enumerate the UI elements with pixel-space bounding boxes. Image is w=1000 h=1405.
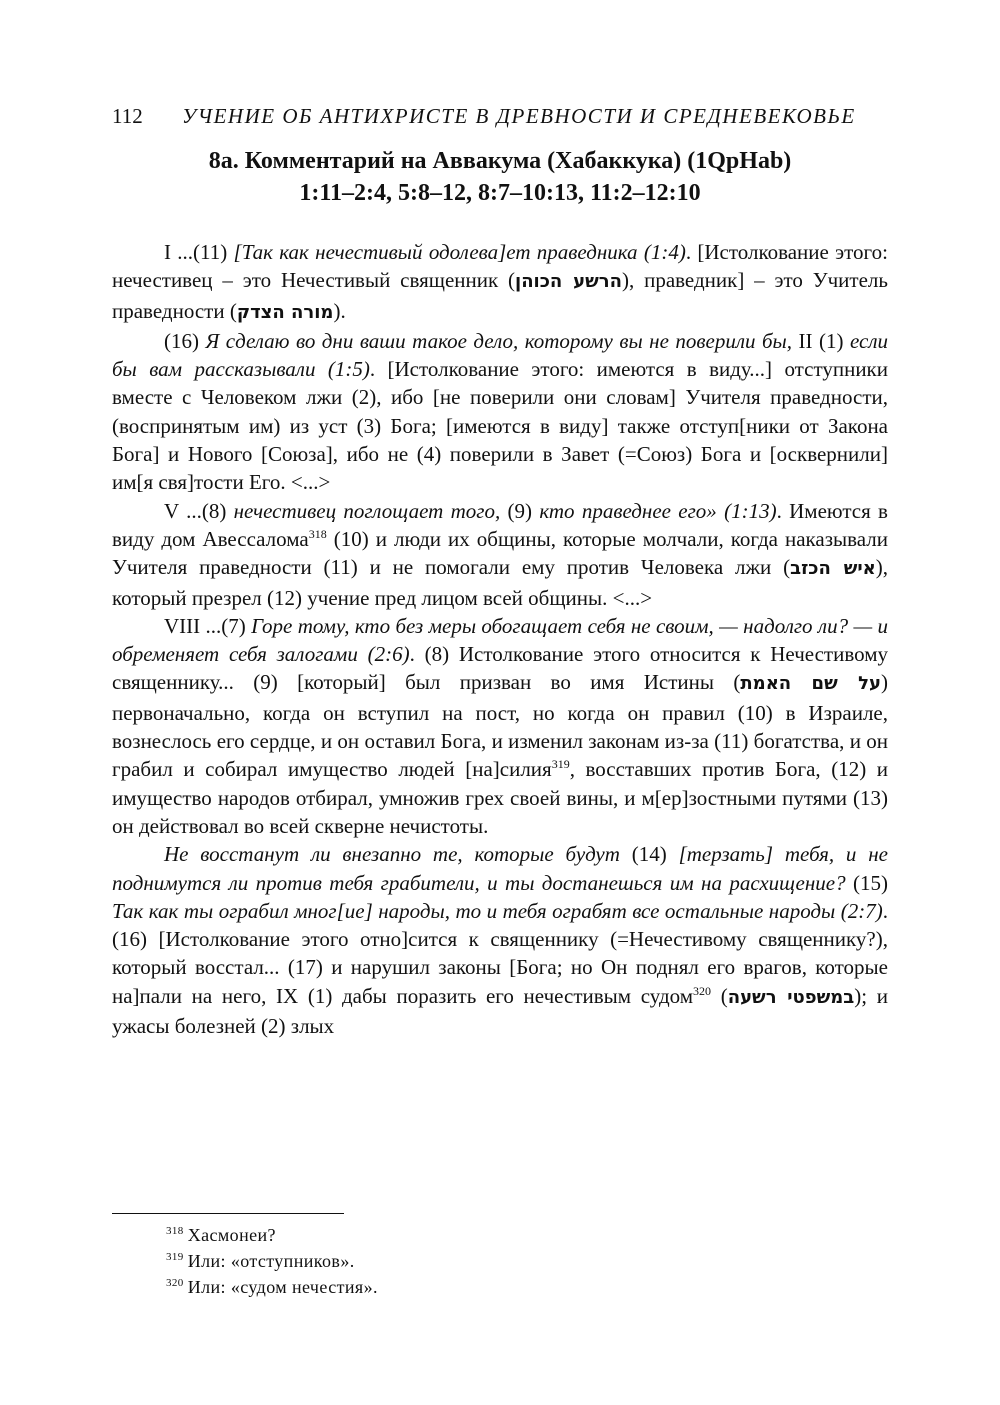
body-text: [112, 238, 888, 1040]
p5-quote-1: Не восстанут ли внезапно те, которые будут: [164, 842, 620, 867]
p2-text-e: . [Истолкование этого: имеются в виду...] отступники вместе с Человеком лжи (2), ибо [не поверили они словам] Учителя праведности, (воспринятым им) из уст (3) Бога; [имеются в виду] также отступ[ники от Закона Бога] и Нового [Союза], ибо не (4) поверили в Завет (=Союз) Бога и [осквернили] им[я свя]тости Его. <...>: [112, 357, 888, 495]
p4-text-e: , восставших против Бога, (12) и имущество народов отбирал, умножив грех своей вины, и м[ер]зостными путями (13) он действовал во всей скверне нечистоты.: [112, 757, 888, 838]
paragraph-3: [112, 497, 888, 612]
footnote-text: Или: «судом нечестия».: [187, 1277, 378, 1297]
p5-text-h: ); и ужасы болезней (2) злых: [112, 983, 889, 1039]
p5-quote-3: Так как ты ограбил мног[ие] народы, то и тебя ограбят все остальные народы (2:7): [112, 898, 883, 923]
p3-text-a: V ...(8): [164, 498, 234, 523]
hebrew-term-5: במשפטי רשעה: [727, 986, 855, 1008]
paragraph-5: [112, 840, 888, 1040]
p3-text-e: . Имеются в виду дом Авессалома: [112, 498, 888, 551]
paragraph-4: [112, 612, 888, 840]
footnote-number: 319: [166, 1251, 184, 1263]
p3-text-c: (9): [500, 498, 540, 523]
p5-text-d: (15): [845, 870, 888, 895]
footnote-ref-320[interactable]: 320: [693, 983, 712, 998]
p3-text-f: (10) и люди их общины, которые молчали, когда наказывали Учителя праведности (11) и не помогали ему против Человека лжи (: [112, 526, 888, 580]
page-number: 112: [112, 104, 143, 128]
section-title: [112, 145, 888, 209]
p2-quote-2: если бы вам рассказывали (1:5): [112, 328, 888, 382]
p5-text-g: (: [711, 983, 728, 1008]
section-title-line-2: 1:11–2:4, 5:8–12, 8:7–10:13, 11:2–12:10: [299, 180, 701, 206]
footnote-number: 320: [166, 1277, 184, 1289]
p4-text-c: . (8) Истолкование этого относится к Нечестивому священнику... (9) [который] был призван во имя Истины (: [112, 642, 889, 695]
p3-quote-1: нечестивец поглощает того,: [233, 498, 501, 523]
footnote-ref-319[interactable]: 319: [551, 757, 570, 772]
paragraph-2: [112, 327, 888, 497]
footnote-number: 318: [166, 1225, 184, 1237]
footnote-text: Хасмонеи?: [187, 1225, 276, 1245]
p2-quote-1: Я сделаю во дни ваши такое дело, которому вы не поверили бы,: [205, 328, 793, 353]
p4-text-a: VIII ...(7): [164, 613, 252, 638]
footnote-320: [166, 1274, 866, 1300]
p2-text-a: (16): [164, 328, 206, 353]
hebrew-term-4: על שם האמת: [740, 673, 882, 695]
p3-text-g: ), который презрел (12) учение пред лицом всей общины. <...>: [112, 555, 888, 610]
p3-quote-2: кто праведнее его» (1:13): [539, 498, 777, 523]
footnotes: [166, 1222, 866, 1300]
running-title: УЧЕНИЕ ОБ АНТИХРИСТЕ В ДРЕВНОСТИ И СРЕДНЕВЕКОВЬЕ: [182, 104, 856, 128]
footnote-ref-318[interactable]: 318: [308, 526, 327, 541]
footnote-divider: [112, 1213, 344, 1214]
p4-quote: Горе тому, кто без меры обогащает себя не своим, — надолго ли? — и обременяет себя залогами (2:6): [112, 613, 888, 667]
p1-text-a: I ...(11): [164, 240, 234, 264]
p1-text-e: ).: [333, 298, 346, 323]
footnote-319: [166, 1248, 866, 1274]
p5-text-b: (14): [619, 842, 679, 867]
hebrew-term-2: מורה הצדק: [236, 301, 334, 323]
p1-quote: [Так как нечестивый одолева]ет праведника (1:4): [233, 240, 686, 264]
p5-quote-2: [терзать] тебя, и не поднимутся ли против тебя грабители, и ты достанешься им на расхищение?: [112, 842, 888, 895]
footnote-text: Или: «отступников».: [187, 1251, 355, 1271]
hebrew-term-3: איש הכזב: [790, 558, 876, 580]
running-header: [112, 104, 912, 129]
p4-text-d: ) первоначально, когда он вступил на пост, но когда он правил (10) в Израиле, вознеслось его сердце, и он оставил Бога, и изменил законам из-за (11) богатства, и он грабил и собирал имущество людей [на]силия: [112, 670, 889, 782]
p1-text-c: . [Истолкование этого: нечестивец – это Нечестивый священник (: [112, 240, 888, 293]
p2-text-c: II (1): [792, 328, 850, 353]
p1-text-d: ), праведник] – это Учитель праведности (: [112, 268, 888, 323]
paragraph-1: [112, 238, 888, 327]
section-title-line-1: 8а. Комментарий на Аввакума (Хабаккука) (1QpHab): [208, 148, 792, 174]
hebrew-term-1: הרשע הכוהן: [515, 271, 622, 293]
footnote-318: [166, 1222, 866, 1248]
p5-text-f: . (16) [Истолкование этого отно]сится к священнику (=Нечестивому священнику?), который восстал... (17) и нарушил законы [Бога; но Он поднял его врагов, которые на]пали на него, IX (1) дабы поразить его нечестивым судом: [112, 898, 888, 1008]
